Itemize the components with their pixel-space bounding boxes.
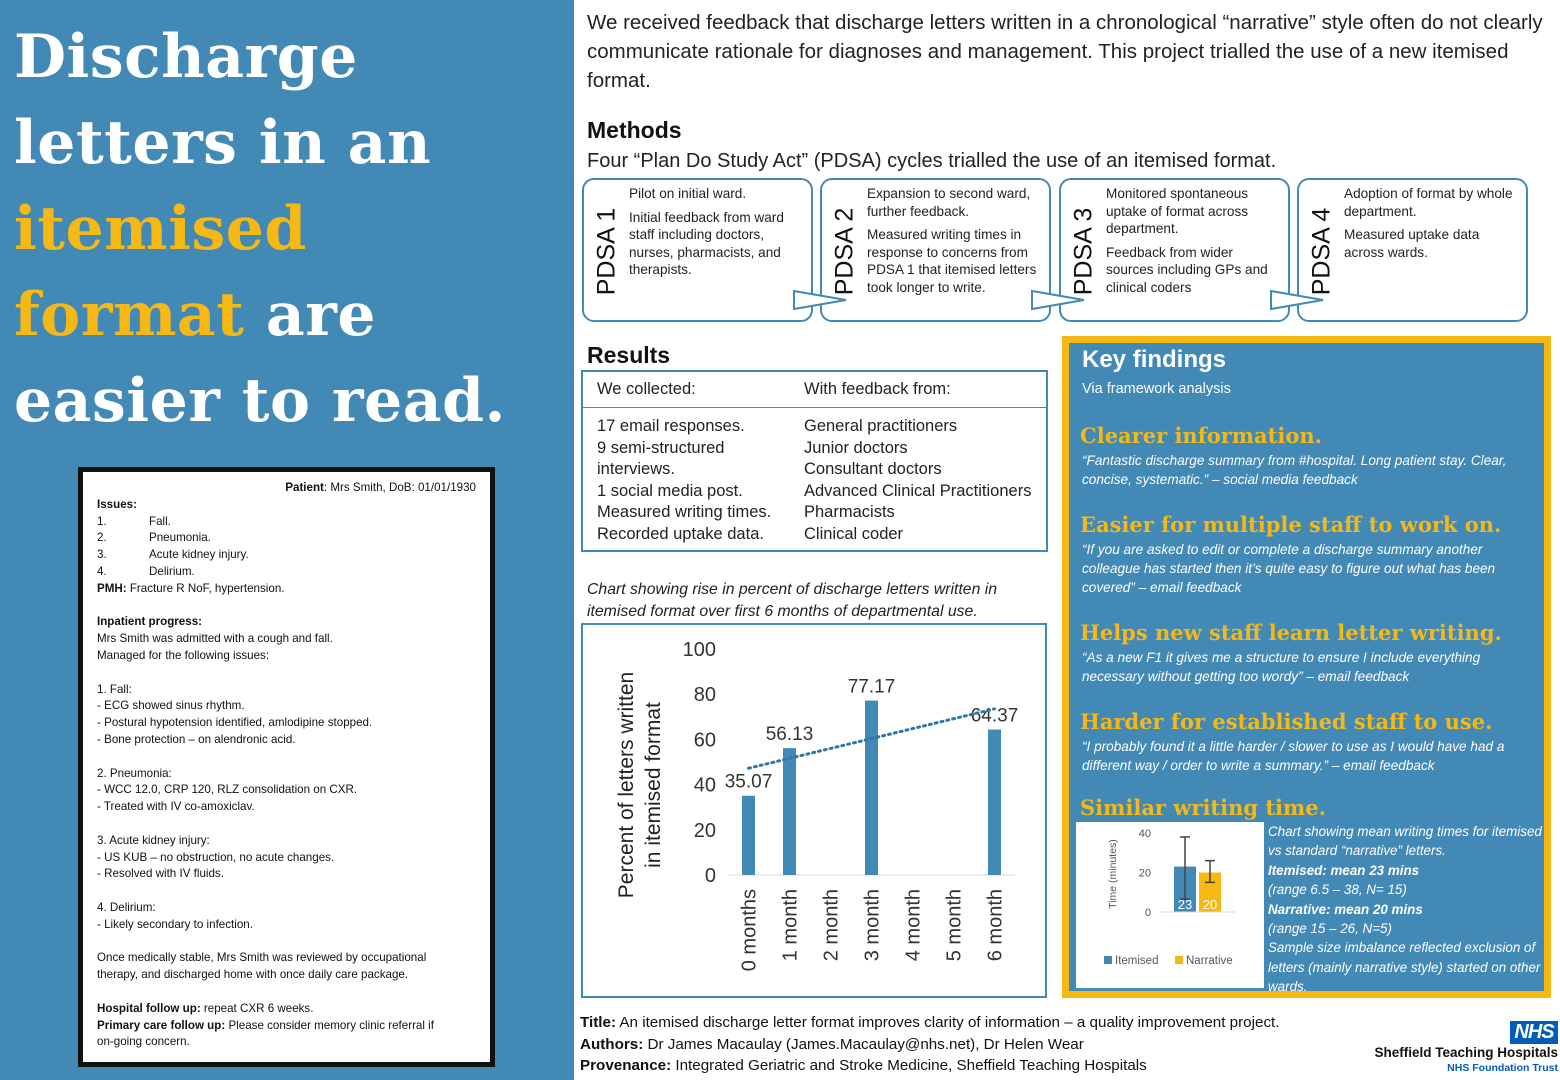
trust-subtitle: NHS Foundation Trust — [1447, 1062, 1558, 1074]
x-tick-label-group — [903, 889, 925, 961]
results-title: Results — [587, 342, 671, 368]
headline-line: easier to read. — [14, 366, 506, 436]
letter-issues-list — [97, 514, 476, 581]
results-table-header — [583, 372, 1046, 408]
pdsa-box-2 — [820, 178, 1051, 322]
pdsa-text: Adoption of format by whole department. — [1344, 186, 1513, 219]
letter-text: - Postural hypotension identified, amlodipine stopped. — [97, 716, 373, 730]
chart-caption: Chart showing rise in percent of discharge letters written in itemised format over first 6 months of departmental use. — [587, 581, 998, 620]
chart-bar — [783, 748, 796, 875]
x-tick-label-group — [944, 889, 966, 961]
example-discharge-letter — [78, 467, 495, 1067]
chart-bar — [988, 730, 1001, 875]
letter-progress-label: Inpatient progress: — [97, 615, 203, 629]
footer-title: Title: An itemised discharge letter format improves clarity of information – a quality improvement project. — [580, 1014, 1280, 1031]
table-cell: 17 email responses. — [597, 417, 745, 435]
letter-text: - WCC 12.0, CRP 120, RLZ consolidation on CXR. — [97, 783, 358, 797]
table-cell: General practitioners — [804, 417, 958, 435]
y-tick-label: 40 — [1138, 828, 1151, 840]
x-tick-label-group — [985, 889, 1007, 961]
pdsa-text: Feedback from wider sources including GPs and clinical coders — [1106, 244, 1268, 295]
nhs-logo: NHS — [1510, 1021, 1558, 1044]
x-tick-label-group — [739, 889, 761, 971]
y-axis-title — [615, 672, 665, 898]
column-header: We collected: — [597, 380, 696, 398]
data-label: 56.13 — [765, 724, 814, 746]
y-axis-title — [1107, 839, 1119, 909]
finding-quote: “As a new F1 it gives me a structure to ensure I include everything necessary without getting too wordy” – email feedback — [1082, 650, 1481, 684]
results-table-body — [583, 408, 1046, 548]
finding-heading: Clearer information. — [1080, 423, 1322, 448]
y-tick-label: 0 — [704, 865, 716, 887]
pdsa-arrow-icon — [790, 285, 850, 315]
x-tick-label-group — [780, 889, 802, 961]
y-axis-title-line: Percent of letters written — [615, 671, 638, 899]
letter-text: 1. Fall: — [97, 682, 132, 696]
pdsa-label: PDSA 3 — [1069, 207, 1098, 295]
list-item: 2. Pneumonia. — [97, 531, 211, 545]
pdsa-arrow-icon — [1028, 285, 1088, 315]
caption-text: Narrative: mean 20 mins — [1268, 901, 1423, 917]
y-tick-label: 80 — [693, 684, 716, 707]
pdsa-label: PDSA 2 — [830, 207, 859, 295]
methods-title: Methods — [587, 117, 682, 143]
letter-text: Once medically stable, Mrs Smith was reviewed by occupational — [97, 951, 427, 965]
finding-heading: Similar writing time. — [1080, 795, 1326, 820]
caption-text: (range 15 – 26, N=5) — [1268, 921, 1392, 937]
letter-text: 2. Pneumonia: — [97, 766, 172, 780]
pdsa-text: Monitored spontaneous uptake of format across department. — [1106, 186, 1249, 236]
legend-swatch — [1104, 956, 1112, 964]
caption-text: Sample size imbalance reflected exclusion of letters (mainly narrative style) started on other wards. — [1268, 940, 1541, 995]
pdsa-box-3 — [1059, 178, 1290, 322]
headline-highlight: format — [14, 280, 245, 350]
trust-name: Sheffield Teaching Hospitals — [1374, 1045, 1558, 1060]
letter-text: therapy, and discharged home with once daily care package. — [97, 968, 409, 982]
data-label: 23 — [1177, 897, 1193, 912]
footer-provenance: Provenance: Integrated Geriatric and Stroke Medicine, Sheffield Teaching Hospitals — [580, 1057, 1147, 1074]
results-col-feedback — [804, 416, 1031, 546]
table-cell: 1 social media post. — [597, 481, 743, 500]
letter-text: - ECG showed sinus rhythm. — [97, 699, 245, 713]
letter-text: 3. Acute kidney injury: — [97, 833, 210, 847]
uptake-chart — [581, 623, 1047, 998]
table-cell: Recorded uptake data. — [597, 524, 764, 543]
results-col-collected — [597, 416, 771, 546]
table-cell: 9 semi-structured — [597, 438, 725, 457]
letter-text: - Resolved with IV fluids. — [97, 867, 224, 881]
legend-label: Narrative — [1186, 955, 1233, 967]
pdsa-text: Pilot on initial ward. — [629, 186, 747, 201]
y-tick-label: 20 — [1138, 867, 1151, 880]
key-findings-title: Key findings — [1082, 346, 1227, 373]
poster-headline — [14, 14, 570, 444]
chart-bar — [865, 701, 878, 875]
headline-highlight: itemised — [14, 194, 307, 264]
list-item: 4. Delirium. — [97, 564, 195, 578]
finding-quote: “Fantastic discharge summary from #hospital. Long patient stay. Clear, concise, systematic.” – social media feedback — [1082, 453, 1507, 487]
finding-heading: Harder for established staff to use. — [1080, 709, 1493, 734]
results-table — [581, 370, 1048, 552]
x-tick-label: 3 month — [861, 889, 884, 962]
table-cell: Advanced Clinical Practitioners — [804, 481, 1032, 500]
letter-text: Mrs Smith was admitted with a cough and fall. — [97, 632, 333, 646]
data-label: 64.37 — [970, 705, 1019, 727]
x-tick-label-group — [862, 889, 884, 961]
x-tick-label: 4 month — [902, 889, 925, 962]
table-cell: Consultant doctors — [804, 460, 942, 479]
list-item: 1. Fall. — [97, 514, 171, 528]
x-tick-label: 5 month — [943, 889, 966, 962]
letter-text: - Bone protection – on alendronic acid. — [97, 732, 296, 746]
y-tick-label: 0 — [1144, 907, 1151, 919]
x-tick-label: 1 month — [779, 889, 802, 962]
data-label: 35.07 — [724, 771, 773, 793]
pdsa-label: PDSA 1 — [592, 207, 621, 295]
x-tick-label-group — [821, 889, 843, 961]
headline-line: letters in an — [14, 108, 432, 178]
finding-heading: Easier for multiple staff to work on. — [1080, 512, 1502, 537]
caption-text: Itemised: mean 23 mins — [1268, 862, 1420, 878]
pdsa-label: PDSA 4 — [1307, 207, 1336, 295]
x-tick-label: 2 month — [820, 889, 843, 962]
letter-issues-label: Issues: — [97, 497, 137, 511]
headline-line — [14, 272, 570, 358]
finding-heading: Helps new staff learn letter writing. — [1080, 620, 1502, 645]
table-cell: interviews. — [597, 460, 675, 479]
legend-label: Itemised — [1115, 955, 1159, 967]
chart-bar — [742, 796, 755, 875]
y-axis-title-text: Time (minutes) — [1107, 839, 1119, 909]
letter-patient: Patient: Mrs Smith, DoB: 01/01/1930 — [285, 481, 476, 494]
table-cell: Junior doctors — [804, 438, 908, 457]
y-tick-label: 100 — [682, 639, 716, 661]
writing-time-chart-svg — [1076, 822, 1264, 988]
caption-text: Chart showing mean writing times for itemised vs standard “narrative” letters. — [1268, 824, 1542, 859]
poster-footer — [580, 1012, 1400, 1077]
key-findings-subtitle: Via framework analysis — [1082, 381, 1231, 397]
pdsa-box-4 — [1297, 178, 1528, 322]
pdsa-box-1 — [582, 178, 813, 322]
caption-text: (range 6.5 – 38, N= 15) — [1268, 882, 1407, 898]
y-tick-label: 40 — [693, 774, 716, 797]
pdsa-text: Expansion to second ward, further feedback. — [867, 186, 1031, 219]
uptake-chart-svg — [583, 625, 1045, 996]
letter-text: - Treated with IV co-amoxiclav. — [97, 800, 255, 814]
letter-primary-care-follow-up: Primary care follow up: Please consider memory clinic referral if — [97, 1018, 434, 1032]
pdsa-text: Measured uptake data across wards. — [1344, 227, 1480, 260]
table-cell: Pharmacists — [804, 503, 895, 522]
table-cell: Clinical coder — [804, 524, 904, 543]
legend-swatch — [1175, 956, 1183, 964]
writing-time-caption — [1268, 822, 1544, 997]
pdsa-arrow-icon — [1267, 285, 1327, 315]
key-findings-panel — [1062, 336, 1551, 998]
pdsa-text: Initial feedback from ward staff including doctors, nurses, pharmacists, and therapists. — [629, 209, 784, 277]
column-header: With feedback from: — [804, 380, 951, 398]
finding-quote: “I probably found it a little harder / slower to use as I would have had a different way / order to write a summary.” – email feedback — [1082, 739, 1505, 773]
intro-paragraph: We received feedback that discharge letters written in a chronological “narrative” style often do not clearly communicate rationale for diagnoses and management. This project trialled the use of a new itemised format. — [587, 11, 1543, 92]
title-panel — [0, 0, 574, 1080]
letter-text: - US KUB – no obstruction, no acute changes. — [97, 850, 335, 864]
letter-text: 4. Delirium: — [97, 900, 156, 914]
footer-authors: Authors: Dr James Macaulay (James.Macaulay@nhs.net), Dr Helen Wear — [580, 1035, 1084, 1053]
letter-pmh: PMH: Fracture R NoF, hypertension. — [97, 581, 285, 595]
headline-text: are — [244, 280, 377, 350]
x-tick-label: 6 month — [984, 889, 1007, 962]
x-tick-label: 0 months — [738, 889, 761, 972]
y-axis-title-line: in itemised format — [642, 702, 665, 868]
finding-quote: “If you are asked to edit or complete a discharge summary another colleague has started then it’s quite easy to figure out what has been covered” – email feedback — [1082, 542, 1496, 595]
y-tick-label: 20 — [693, 819, 716, 842]
pdsa-text: Measured writing times in response to concerns from PDSA 1 that itemised letters took longer to write. — [867, 227, 1037, 295]
headline-line: Discharge — [14, 22, 358, 92]
y-tick-label: 60 — [693, 729, 716, 752]
data-label: 77.17 — [847, 676, 896, 698]
writing-time-chart — [1076, 822, 1264, 988]
table-cell: Measured writing times. — [597, 503, 772, 522]
letter-hospital-follow-up: Hospital follow up: repeat CXR 6 weeks. — [97, 1001, 314, 1015]
letter-text: Managed for the following issues: — [97, 648, 270, 662]
list-item: 3. Acute kidney injury. — [97, 548, 249, 562]
methods-description: Four “Plan Do Study Act” (PDSA) cycles trialled the use of an itemised format. — [587, 150, 1277, 172]
letter-text: on-going concern. — [97, 1035, 190, 1049]
data-label: 20 — [1202, 897, 1218, 912]
letter-text: - Likely secondary to infection. — [97, 917, 253, 931]
